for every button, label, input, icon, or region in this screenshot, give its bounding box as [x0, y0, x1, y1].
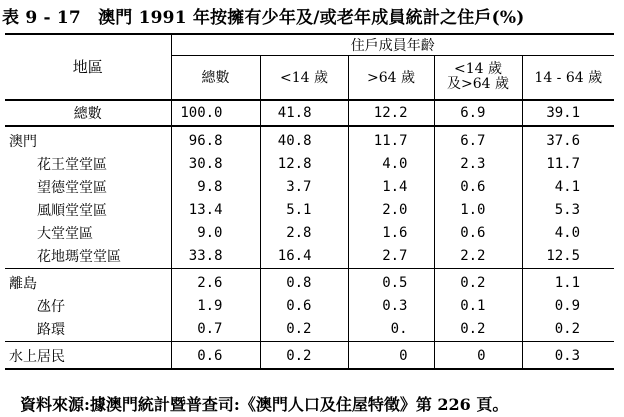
cell-value: 11.7 — [348, 126, 434, 153]
table-row-subregion — [5, 222, 614, 245]
cell-value: 1.9 — [171, 295, 260, 318]
cell-value: 0.6 — [434, 222, 522, 245]
cell-value: 2.0 — [348, 199, 434, 222]
cell-value: 3.7 — [260, 176, 348, 199]
cell-value: 16.4 — [260, 245, 348, 269]
row-label: 氹仔 — [5, 295, 171, 318]
row-label: 望德堂堂區 — [5, 176, 171, 199]
column-header-under-14: <14 歲 — [260, 56, 348, 100]
cell-value: 2.2 — [434, 245, 522, 269]
cell-value: 1.6 — [348, 222, 434, 245]
table-row-region — [5, 126, 614, 153]
table-title: 表 9 - 17 澳門 1991 年按擁有少年及/或老年成員統計之住戶(%) — [2, 8, 525, 28]
row-label: 路環 — [5, 318, 171, 342]
table-row-total — [5, 100, 614, 126]
cell-value: 2.6 — [171, 268, 260, 295]
cell-value: 0.5 — [348, 268, 434, 295]
cell-value: 0.2 — [260, 341, 348, 369]
cell-value: 2.8 — [260, 222, 348, 245]
table-body — [5, 100, 614, 369]
table-row-subregion — [5, 153, 614, 176]
cell-value: 0 — [434, 341, 522, 369]
cell-value: 30.8 — [171, 153, 260, 176]
cell-value: 0.3 — [522, 341, 614, 369]
cell-value: 0.1 — [434, 295, 522, 318]
cell-value: 41.8 — [260, 100, 348, 126]
cell-value: 9.8 — [171, 176, 260, 199]
cell-value: 5.3 — [554, 202, 581, 218]
cell-value: 4.0 — [554, 225, 581, 241]
cell-value: 0.2 — [434, 268, 522, 295]
cell-value: 1.0 — [434, 199, 522, 222]
cell-value: 0. — [348, 318, 434, 342]
row-label: 離島 — [5, 268, 171, 295]
cell-value: 0.2 — [260, 318, 348, 342]
cell-value: 0.6 — [171, 341, 260, 369]
row-label: 花王堂堂區 — [5, 153, 171, 176]
row-label: 風順堂堂區 — [5, 199, 171, 222]
statistics-table — [5, 33, 614, 370]
cell-value: 0.2 — [522, 318, 614, 342]
cell-value: 39.1 — [522, 100, 614, 126]
table-row-subregion — [5, 176, 614, 199]
column-header-total: 總數 — [171, 56, 260, 100]
column-header-line: <14 歲 — [454, 61, 502, 78]
cell-value: 12.5 — [522, 245, 614, 269]
cell-value: 6.7 — [434, 126, 522, 153]
cell-value: 11.7 — [546, 156, 581, 172]
table-row-subregion — [5, 245, 614, 269]
cell-value: 4.1 — [554, 179, 581, 195]
table-row-region — [5, 341, 614, 369]
age-group-header: 住戶成員年齡 — [171, 34, 614, 56]
cell-value: 9.0 — [171, 222, 260, 245]
cell-value: 0.6 — [260, 295, 348, 318]
cell-value: 13.4 — [171, 199, 260, 222]
cell-value: 0.2 — [434, 318, 522, 342]
cell-value: 6.9 — [434, 100, 522, 126]
cell-value: 0 — [348, 341, 434, 369]
cell-value: 12.8 — [260, 153, 348, 176]
column-header-under-14-and-over-64 — [434, 56, 522, 100]
cell-value: 12.2 — [348, 100, 434, 126]
table-row-subregion — [5, 295, 614, 318]
cell-value: 40.8 — [260, 126, 348, 153]
cell-value: 2.7 — [348, 245, 434, 269]
row-label: 澳門 — [5, 126, 171, 153]
cell-value: 0.6 — [434, 176, 522, 199]
column-header-line: 及>64 歲 — [447, 76, 509, 93]
cell-value: 2.3 — [434, 153, 522, 176]
cell-value: 1.4 — [348, 176, 434, 199]
cell-value: 100.0 — [171, 100, 260, 126]
table-row-subregion — [5, 318, 614, 342]
row-label: 大堂堂區 — [5, 222, 171, 245]
cell-value: 0.3 — [348, 295, 434, 318]
column-header-14-to-64: 14 - 64 歲 — [522, 56, 614, 100]
cell-value: 4.0 — [348, 153, 434, 176]
row-label: 總數 — [5, 100, 171, 126]
cell-value: 5.1 — [260, 199, 348, 222]
table-row-region — [5, 268, 614, 295]
row-label: 花地瑪堂堂區 — [5, 245, 171, 269]
cell-value: 1.1 — [554, 275, 581, 291]
source-note: 資料來源:據澳門統計暨普查司:《澳門人口及住屋特徵》第 226 頁。 — [20, 395, 509, 414]
cell-value: 37.6 — [546, 133, 581, 149]
cell-value: 0.7 — [171, 318, 260, 342]
region-column-header: 地區 — [5, 34, 171, 100]
cell-value: 0.8 — [260, 268, 348, 295]
cell-value: 96.8 — [171, 126, 260, 153]
cell-value: 33.8 — [171, 245, 260, 269]
column-header-over-64: >64 歲 — [348, 56, 434, 100]
cell-value: 0.9 — [554, 298, 581, 314]
table-row-subregion — [5, 199, 614, 222]
row-label: 水上居民 — [5, 341, 171, 369]
